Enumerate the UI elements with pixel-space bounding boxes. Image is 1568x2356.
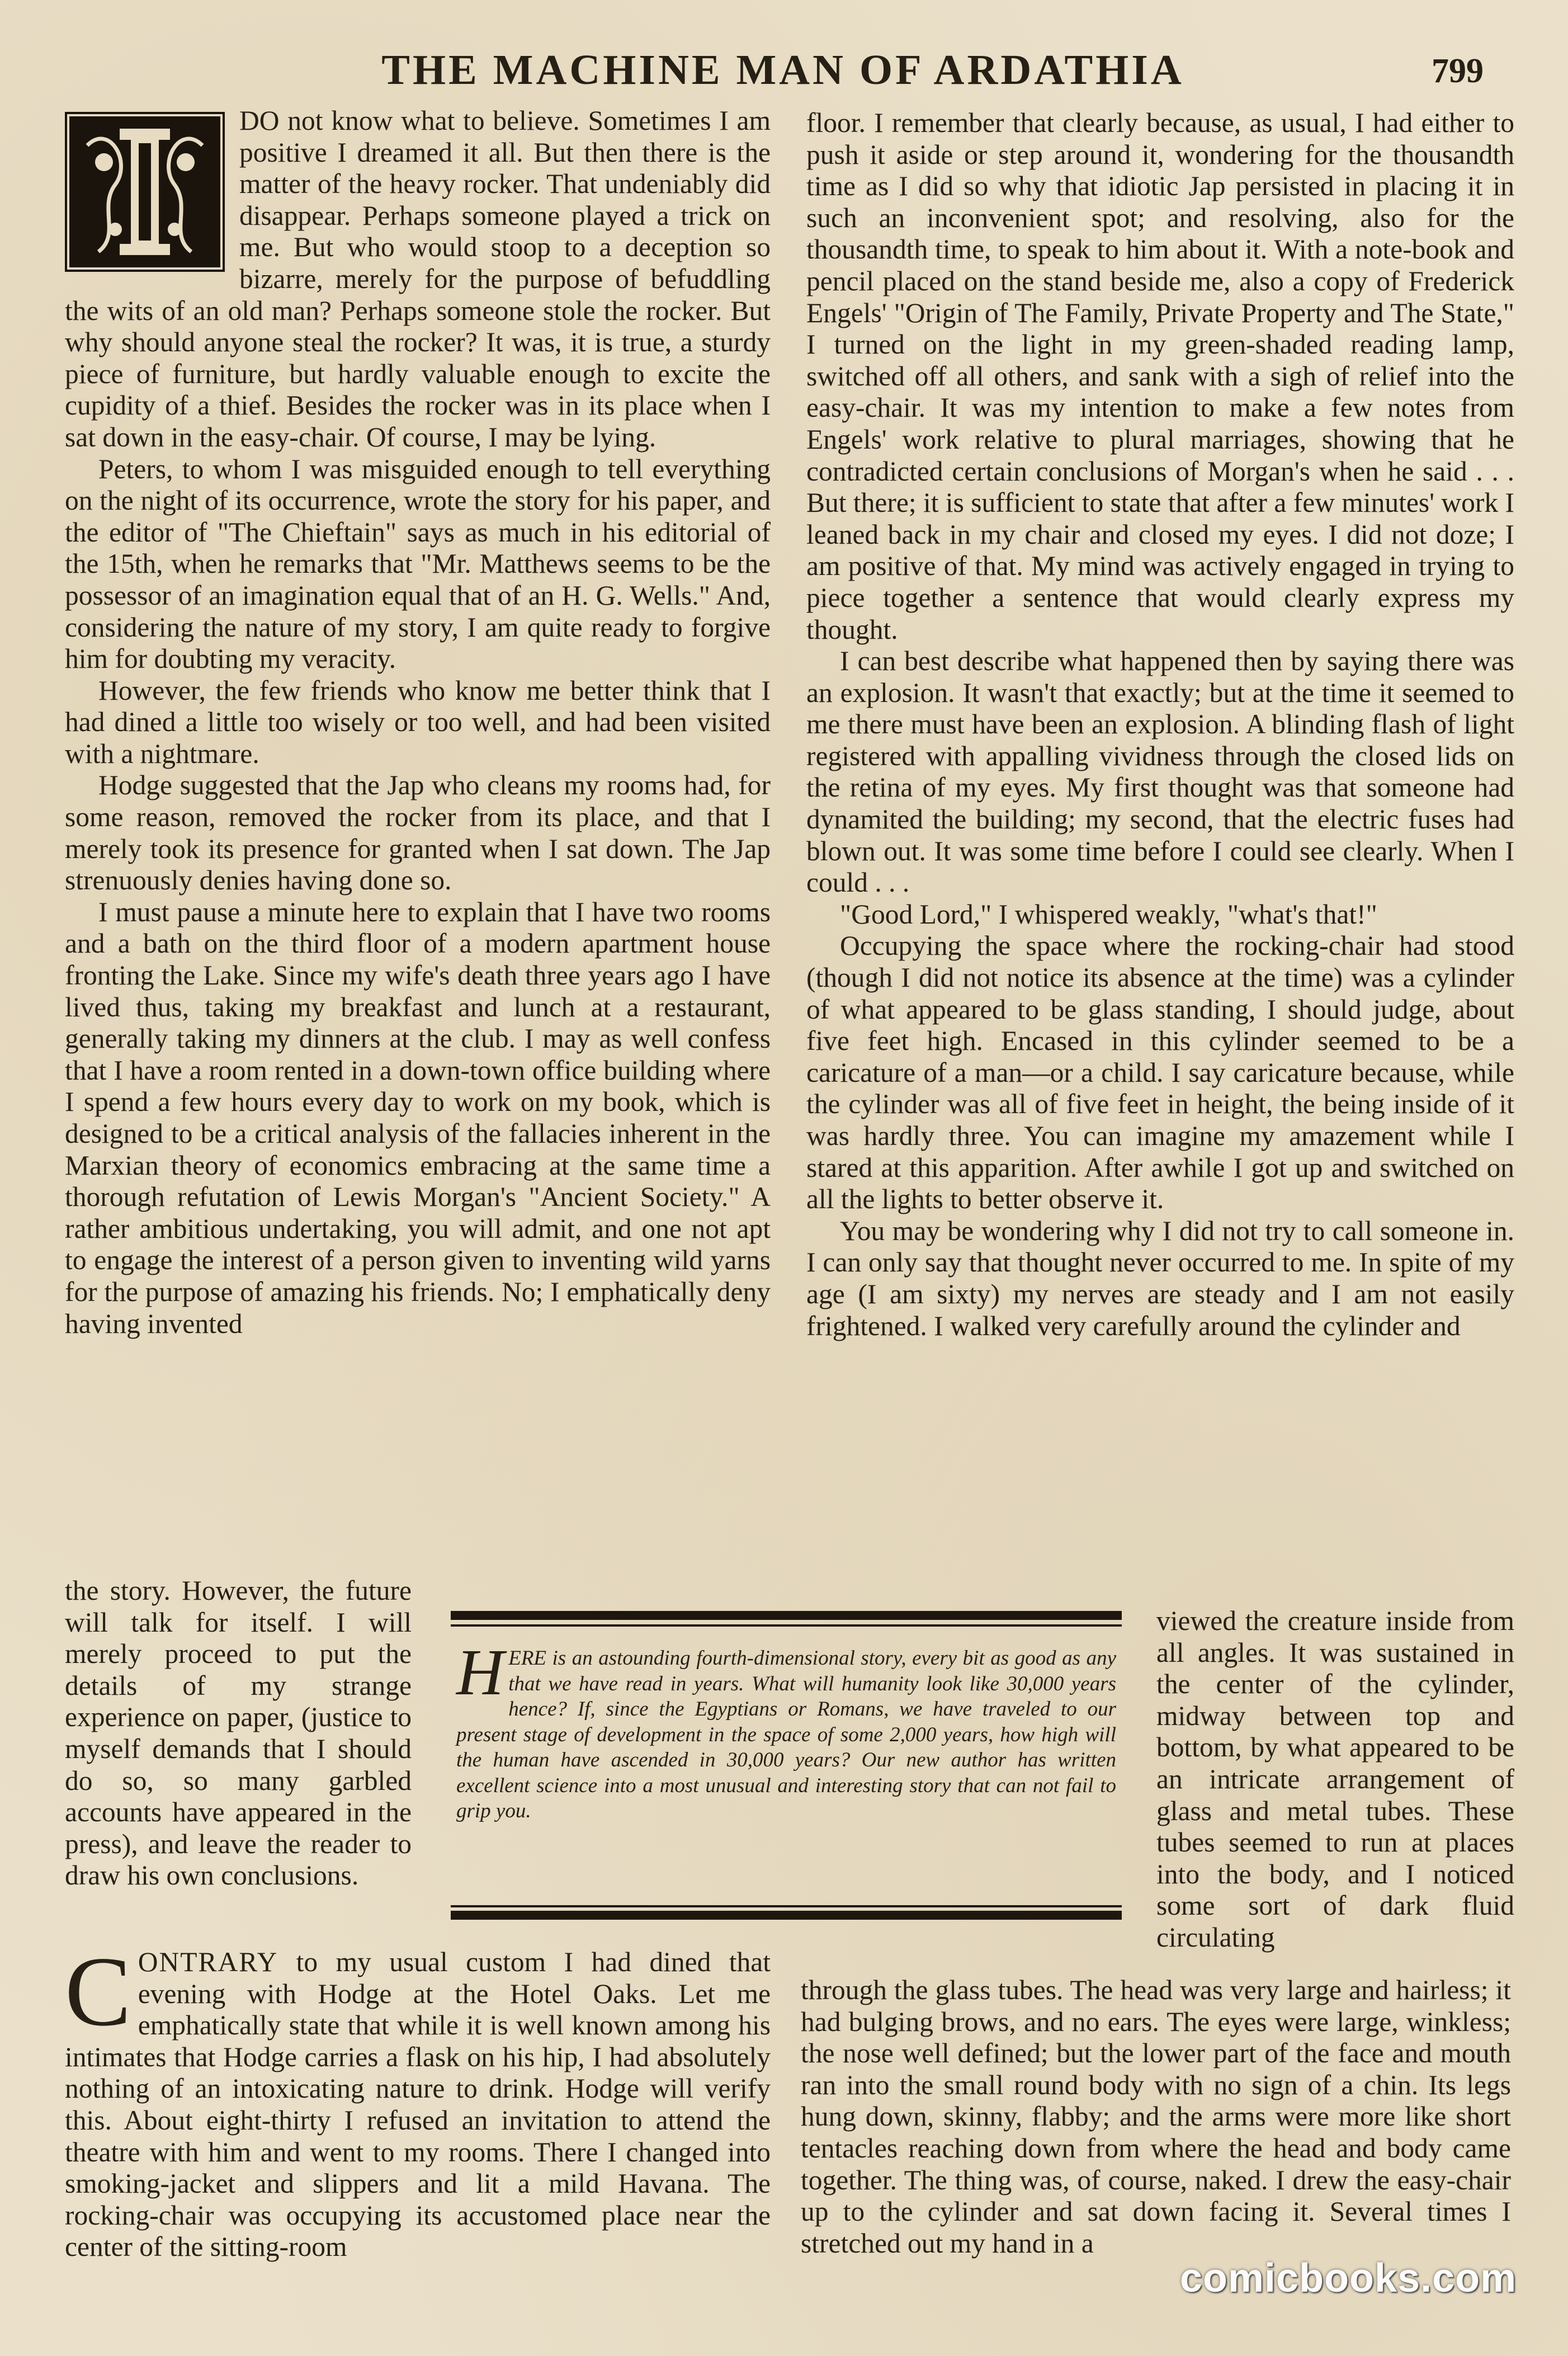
paragraph: I can best describe what happened then by saying there was an explosion. It wasn't that exactly; but at the time it seemed to me there must have been an explosion. A blinding flash of light registered with appalling vividness through the closed lids on the retina of my eyes. My first thought was that someone had dynamited the building; my second, that the electric fuses had blown out. It was some time before I could see clearly. When I could . . . xyxy=(806,645,1514,898)
paragraph-text: DO not know what to believe. Sometimes I am positive I dreamed it all. But then there is the matter of the heavy rocker. That undeniably did disappear. Perhaps someone played a trick on me. But who would stoop to a deception so bizarre, merely for the purpose of befuddling the wits of an old man? Perhaps someone stole the rocker. But why should anyone steal the rocker? It was, it is true, a sturdy piece of furniture, but hardly valuable enough to excite the cupidity of a thief. Besides the rocker was in its place when I sat down in the easy-chair. Of course, I may be lying. xyxy=(65,105,771,453)
column-bottom-left xyxy=(65,1936,771,2327)
section-caps: ONTRARY xyxy=(138,1947,278,1977)
paragraph: floor. I remember that clearly because, as usual, I had either to push it aside or step around it, wondering for the thousandth time as I did so why that idiotic Jap persisted in placing it in such an inconvenient spot; and resolving, also for the thousandth time, to speak to him about it. With a note-book and pencil placed on the stand beside me, also a copy of Frederick Engels' "Origin of The Family, Private Property and The State," I turned on the light in my green-shaded reading lamp, switched off all others, and sank with a sigh of relief into the easy-chair. It was my intention to make a few notes from Engels' work relative to plural marriages, showing that he contradicted certain conclusions of Morgan's when he said . . . But there; it is sufficient to state that after a few minutes' work I leaned back in my chair and closed my eyes. I did not doze; I am positive of that. My mind was actively engaged in trying to piece together a sentence that would clearly express my thought. xyxy=(806,107,1514,645)
section-initial: C xyxy=(65,1936,131,2047)
column-top-left xyxy=(65,105,771,1577)
ornamental-dropcap xyxy=(65,112,225,272)
blurb-body: ERE is an astounding fourth-dimensional story, every bit as good as any that we have read in years. What will humanity look like 30,000 years hence? If, since the Egyptians or Romans, we have traveled to our present stage of development in the space of some 2,000 years, how high will the human have ascended in 30,000 years? Our new author has written excellent science into a most unusual and interesting story that can not fail to grip you. xyxy=(456,1647,1116,1822)
paragraph: Occupying the space where the rocking-chair had stood (though I did not notice its absence at the time) was a cylinder of what appeared to be glass standing, I should judge, about five feet high. Encased in this cylinder seemed to be a caricature of a man—or a child. I say caricature because, while the cylinder was all of five feet in height, the being inside of it was hardly three. You can imagine my amazement while I stared at this apparition. After awhile I got up and switched on all the lights to better observe it. xyxy=(806,930,1514,1215)
paragraph-section-start xyxy=(65,1936,771,2263)
paragraph: However, the few friends who know me better think that I had dined a little too wisely or too well, and had been visited with a nightmare. xyxy=(65,675,771,769)
paragraph: Hodge suggested that the Jap who cleans my rooms had, for some reason, removed the rocker from its place, and that I merely took its presence for granted when I sat down. The Jap strenuously denies having done so. xyxy=(65,770,771,896)
blurb-initial: H xyxy=(456,1636,504,1709)
watermark: comicbooks.com xyxy=(1180,2256,1517,2301)
paragraph-opening xyxy=(65,105,771,454)
page-header xyxy=(0,35,1568,113)
paragraph: through the glass tubes. The head was very large and hairless; it had bulging brows, and no ears. The eyes were large, winkless; the nose well defined; but the lower part of the face and mouth ran into the small round body with no sign of a chin. Its legs hung down, skinny, flabby; and the arms were more like short tentacles reaching down from where the head and body came together. The thing was, of course, naked. I drew the easy-chair up to the cylinder and sat down facing it. Several times I stretched out my hand in a xyxy=(801,1975,1511,2259)
paragraph: I must pause a minute here to explain that I have two rooms and a bath on the third floor of a modern apartment house fronting the Lake. Since my wife's death three years ago I have lived thus, taking my breakfast and lunch at a restaurant, generally taking my dinners at the club. I may as well confess that I have a room rented in a down-town office building where I spend a few hours every day to work on my book, which is designed to be a critical analysis of the fallacies inherent in the Marxian theory of economics embracing at the same time a thorough refutation of Lewis Morgan's "Ancient Society." A rather ambitious undertaking, you will admit, and one not apt to engage the interest of a person given to inventing wild yarns for the purpose of amazing his friends. No; I emphatically deny having invented xyxy=(65,896,771,1339)
paragraph: You may be wondering why I did not try to call someone in. I can only say that thought never occurred to me. In spite of my age (I am sixty) my nerves are steady and I am not easily frightened. I walked very carefully around the cylinder and xyxy=(806,1215,1514,1341)
story-title: THE MACHINE MAN OF ARDATHIA xyxy=(381,46,1184,93)
column-top-right xyxy=(806,107,1514,1981)
paragraph: Peters, to whom I was misguided enough to tell everything on the night of its occurrence, wrote the story for his paper, and the editor of "The Chieftain" says as much in his editorial of the 15th, when he remarks that "Mr. Matthews seems to be the possessor of an imagination equal that of an H. G. Wells." And, considering the nature of my story, I am quite ready to forgive him for doubting my veracity. xyxy=(65,453,771,675)
paragraph-text: to my usual custom I had dined that evening with Hodge at the Hotel Oaks. Let me emphatically state that while it is well known among his intimates that Hodge carries a flask on his hip, I had absolutely nothing of an intoxicating nature to drink. Hodge will verify this. About eight-thirty I refused an invitation to attend the theatre with him and went to my rooms. There I changed into smoking-jacket and slippers and lit a mild Havana. The rocking-chair was occupying its accustomed place near the center of the sitting-room xyxy=(65,1947,771,2263)
ornament-letter-i-icon xyxy=(65,112,225,272)
paragraph: "Good Lord," I whispered weakly, "what's that!" xyxy=(840,898,1377,930)
column-wrap-left xyxy=(65,1575,412,1933)
paragraph: viewed the creature inside from all angles. It was sustained in the center of the cylinder, midway between top and bottom, by what appeared to be an intricate arrangement of glass and metal tubes. These tubes seemed to run at places into the body, and I noticed some sort of dark fluid circulating xyxy=(1156,1605,1514,1953)
paragraph: the story. However, the future will talk for itself. I will merely proceed to put the details of my strange experience on paper, (justice to myself demands that I should do so, so many garbled accounts have appeared in the press), and leave the reader to draw his own conclusions. xyxy=(65,1575,412,1891)
page-number: 799 xyxy=(1432,52,1484,90)
